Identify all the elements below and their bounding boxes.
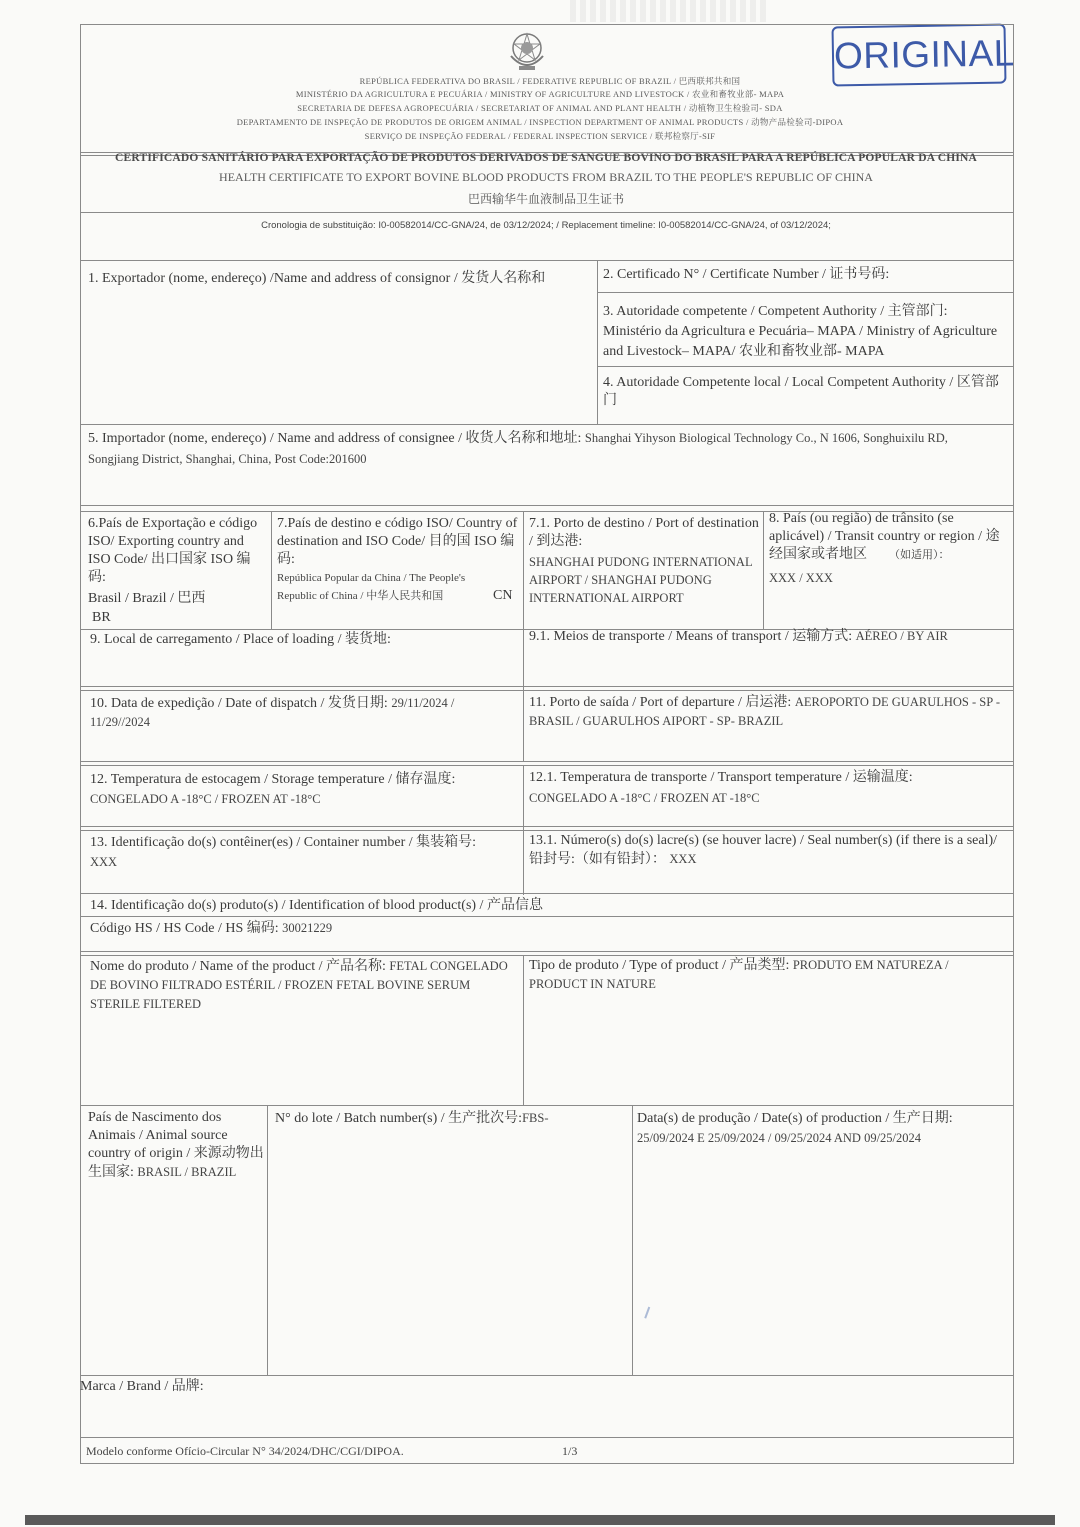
field-6-code: BR bbox=[92, 610, 111, 625]
field-12-value: CONGELADO A -18°C / FROZEN AT -18°C bbox=[90, 792, 321, 806]
product-type-label bbox=[529, 956, 1007, 994]
divider bbox=[523, 955, 524, 1105]
divider bbox=[80, 1375, 1014, 1376]
certificate-title-zh: 巴西输华牛血液制品卫生证书 bbox=[467, 192, 624, 206]
product-name-label bbox=[90, 957, 515, 1014]
production-date-value: 25/09/2024 E 25/09/2024 / 09/25/2024 AND 09/25/2024 bbox=[637, 1131, 922, 1145]
divider bbox=[80, 260, 1014, 261]
header-line-republic: REPÚBLICA FEDERATIVA DO BRASIL / FEDERATIVE REPUBLIC OF BRAZIL / 巴西联邦共和国 bbox=[359, 76, 741, 86]
footer-model-reference: Modelo conforme Ofício-Circular N° 34/2024/DHC/CGI/DIPOA. bbox=[86, 1444, 404, 1458]
divider bbox=[80, 690, 1014, 691]
production-date-label: Data(s) de produção / Date(s) of production / 生产日期: bbox=[637, 1111, 953, 1126]
origin-value: BRASIL / BRAZIL bbox=[137, 1165, 237, 1179]
field-14-label: 14. Identificação do(s) produto(s) / Identification of blood product(s) / 产品信息 bbox=[90, 898, 543, 913]
replacement-timeline: Cronologia de substituição: I0-00582014/CC-GNA/24, de 03/12/2024; / Replacement timeline: I0-00582014/CC-GNA/24, of 03/12/2024; bbox=[261, 220, 831, 231]
field-11-label bbox=[529, 693, 1009, 731]
field-11-value: AEROPORTO DE GUARULHOS - SP - BRASIL / GUARULHOS AIPORT - SP- BRAZIL bbox=[529, 695, 1000, 728]
hs-code-value: 30021229 bbox=[282, 921, 333, 935]
origin-label bbox=[88, 1109, 266, 1182]
field-13-1-value: XXX bbox=[669, 852, 697, 866]
field-9-label: 9. Local de carregamento / Place of loading / 装货地: bbox=[90, 632, 391, 647]
field-10-label-text: 10. Data de expedição / Date of dispatch / 发货日期: bbox=[90, 696, 388, 711]
field-13-label: 13. Identificação do(s) contêiner(es) / Container number / 集装箱号: bbox=[90, 835, 477, 850]
field-6-value: Brasil / Brazil / 巴西 bbox=[88, 591, 206, 606]
scan-edge-shadow bbox=[25, 1515, 1055, 1525]
field-7-value: República Popular da China / The People's Republic of China / 中华人民共和国 bbox=[277, 572, 466, 602]
field-9-1-label-text: 9.1. Meios de transporte / Means of transport / 运输方式: bbox=[529, 629, 853, 644]
field-8-label: 8. País (ou região) de trânsito (se aplicável) / Transit country or region / 途经国家或者地区 bbox=[769, 511, 1000, 562]
field-13-1-label bbox=[529, 832, 1009, 869]
divider bbox=[271, 511, 272, 629]
product-name-value: FETAL CONGELADO DE BOVINO FILTRADO ESTÉRIL / FROZEN FETAL BOVINE SERUM STERILE FILTERED bbox=[90, 959, 508, 1011]
field-8-note: （如适用）： bbox=[889, 549, 950, 561]
divider bbox=[763, 511, 764, 629]
certificate-frame bbox=[80, 24, 1014, 1464]
divider bbox=[267, 1105, 268, 1375]
brand-label: Marca / Brand / 品牌: bbox=[80, 1379, 204, 1394]
header-line-secretariat: SECRETARIA DE DEFESA AGROPECUÁRIA / SECRETARIAT OF ANIMAL AND PLANT HEALTH / 动植物卫生检验司- SDA bbox=[297, 103, 783, 113]
divider bbox=[632, 1105, 633, 1375]
field-12-label: 12. Temperatura de estocagem / Storage temperature / 储存温度: bbox=[90, 772, 456, 787]
divider bbox=[80, 505, 1014, 506]
divider bbox=[80, 830, 1014, 831]
divider bbox=[80, 916, 1014, 917]
divider bbox=[80, 761, 1014, 762]
field-5-label bbox=[88, 428, 998, 470]
field-6-label: 6.País de Exportação e código ISO/ Exporting country and ISO Code/ 出口国家 ISO 编码: bbox=[88, 516, 258, 585]
batch-label-text: N° do lote / Batch number(s) / 生产批次号: bbox=[275, 1111, 523, 1126]
header-line-ministry: MINISTÉRIO DA AGRICULTURA E PECUÁRIA / MINISTRY OF AGRICULTURE AND LIVESTOCK / 农业和畜牧业部- MAPA bbox=[295, 89, 785, 99]
header-line-department: DEPARTAMENTO DE INSPEÇÃO DE PRODUTOS DE ORIGEM ANIMAL / INSPECTION DEPARTMENT OF ANIMAL PRODUCTS / 动物产品检验司-DIPOA bbox=[236, 117, 844, 127]
field-12-1-value: CONGELADO A -18°C / FROZEN AT -18°C bbox=[529, 791, 760, 805]
field-8-value: XXX / XXX bbox=[769, 571, 833, 585]
field-12-1-label: 12.1. Temperatura de transporte / Transport temperature / 运输温度: bbox=[529, 770, 913, 785]
show-through-ghost bbox=[570, 0, 770, 22]
field-5-value: Shanghai Yihyson Biological Technology Co., N 1606, Songhuixilu RD, Songjiang District, Shanghai, China, Post Code:201600 bbox=[88, 431, 948, 466]
field-5-label-text: 5. Importador (nome, endereço) / Name and address of consignee / 收货人名称和地址: bbox=[88, 431, 582, 446]
divider bbox=[80, 826, 1014, 827]
field-4-label: 4. Autoridade Competente local / Local Competent Authority / 区管部门 bbox=[603, 375, 999, 408]
certificate-title-pt: CERTIFICADO SANITÁRIO PARA EXPORTAÇÃO DE PRODUTOS DERIVADOS DE SANGUE BOVINO DO BRASIL PARA A REPÚBLICA POPULAR DA CHINA bbox=[114, 152, 978, 164]
field-11-label-text: 11. Porto de saída / Port of departure / 启运港: bbox=[529, 695, 792, 710]
divider bbox=[80, 212, 1014, 213]
field-7-label: 7.País de destino e código ISO/ Country of destination and ISO Code/ 目的国 ISO 编码: bbox=[277, 516, 518, 567]
origin-label-text: País de Nascimento dos Animais / Animal source country of origin / 来源动物出生国家: bbox=[88, 1110, 264, 1180]
divider bbox=[80, 765, 1014, 766]
divider bbox=[80, 1437, 1014, 1438]
field-1-label: 1. Exportador (nome, endereço) /Name and address of consignor / 发货人名称和 bbox=[88, 271, 546, 286]
divider bbox=[80, 951, 1014, 952]
field-10-label bbox=[90, 694, 515, 732]
field-13-value: XXX bbox=[90, 855, 118, 869]
batch-label bbox=[275, 1109, 629, 1128]
field-7-code: CN bbox=[493, 588, 513, 603]
product-type-value: PRODUTO EM NATUREZA / PRODUCT IN NATURE bbox=[529, 958, 949, 991]
field-2-label: 2. Certificado N° / Certificate Number / 证书号码: bbox=[603, 267, 890, 282]
header-line-service: SERVIÇO DE INSPEÇÃO FEDERAL / FEDERAL INSPECTION SERVICE / 联邦检察厅-SIF bbox=[364, 131, 716, 141]
field-9-1-value: AÉREO / BY AIR bbox=[855, 629, 948, 643]
divider bbox=[80, 686, 1014, 687]
divider bbox=[80, 424, 1014, 425]
divider bbox=[597, 260, 598, 424]
certificate-title-en: HEALTH CERTIFICATE TO EXPORT BOVINE BLOOD PRODUCTS FROM BRAZIL TO THE PEOPLE'S REPUBLIC OF CHINA bbox=[219, 170, 873, 184]
hs-code-label-text: Código HS / HS Code / HS 编码: bbox=[90, 921, 279, 936]
product-name-label-text: Nome do produto / Name of the product / 产品名称: bbox=[90, 959, 386, 974]
divider bbox=[80, 1105, 1014, 1106]
divider bbox=[597, 292, 1014, 293]
field-7-1-value: SHANGHAI PUDONG INTERNATIONAL AIRPORT / SHANGHAI PUDONG INTERNATIONAL AIRPORT bbox=[529, 555, 753, 605]
field-10-value: 29/11/2024 / 11/29//2024 bbox=[90, 696, 455, 729]
original-stamp: ORIGINAL bbox=[831, 23, 1006, 86]
hs-code-label bbox=[90, 919, 690, 938]
field-7-1-label: 7.1. Porto de destino / Port of destination / 到达港: bbox=[529, 516, 759, 549]
field-3-value: Ministério da Agricultura e Pecuária– MAPA / Ministry of Agriculture and Livestock– MAPA/ 农业和畜牧业部- MAPA bbox=[603, 324, 998, 359]
batch-value: FBS- bbox=[522, 1111, 549, 1125]
footer-page-number: 1/3 bbox=[562, 1444, 578, 1458]
field-13-1-label-text: 13.1. Número(s) do(s) lacre(s) (se houver lacre) / Seal number(s) (if there is a seal)/ 铅封号:（如有铅封）： bbox=[529, 833, 998, 867]
product-type-label-text: Tipo de produto / Type of product / 产品类型: bbox=[529, 958, 790, 973]
field-9-1-label bbox=[529, 627, 1009, 646]
divider bbox=[523, 511, 524, 761]
divider bbox=[80, 893, 1014, 894]
field-3-label: 3. Autoridade competente / Competent Authority / 主管部门: bbox=[603, 304, 948, 319]
divider bbox=[597, 366, 1014, 367]
